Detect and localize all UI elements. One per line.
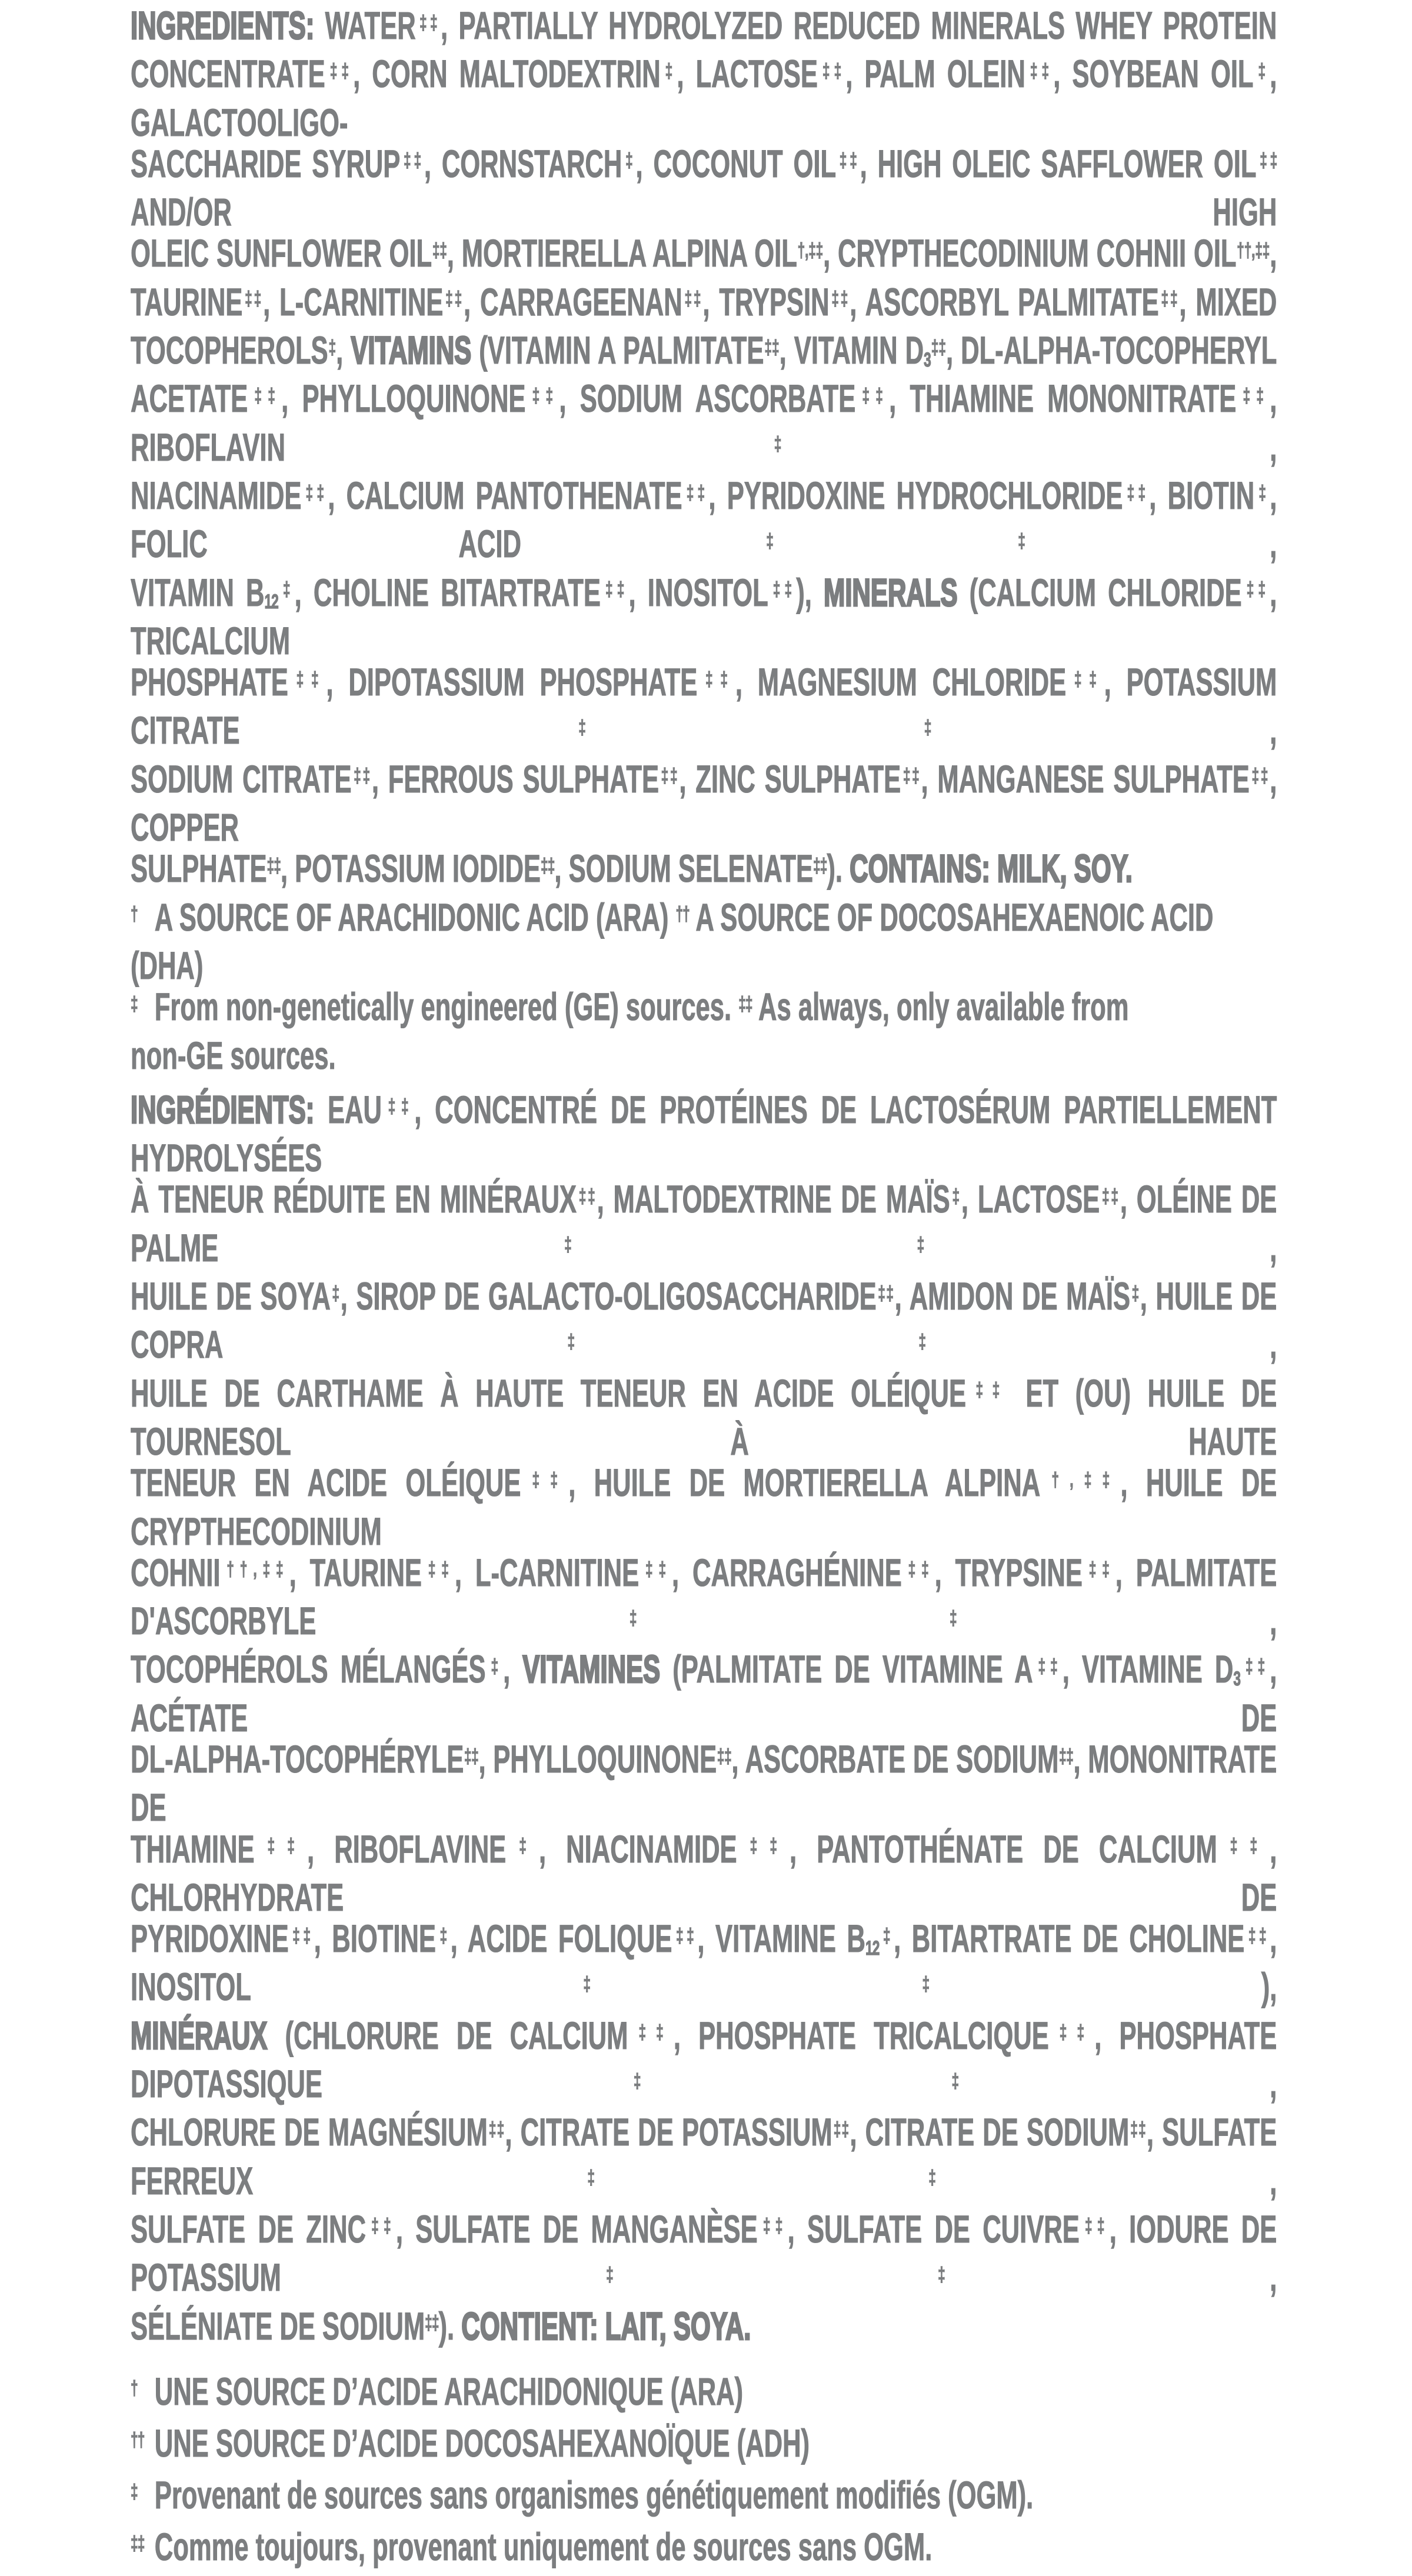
footnote-marker: ‡‡ [876,1282,895,1305]
footnote-marker: ‡‡ [421,1558,455,1581]
footnote-marker: ‡‡ [682,288,703,311]
footnote-marker: ‡‡ [1240,1655,1270,1678]
footnote-marker: ‡‡ [400,149,424,172]
footnote-marker: ‡‡ [425,2312,439,2335]
footnote-marker: ‡‡ [672,1924,698,1947]
text-line: PYRIDOXINE‡‡, BIOTINE‡, ACIDE FOLIQUE‡‡, VITAMINE B12‡, BITARTRATE DE CHOLINE‡‡, INOSITOL‡‡), [131,1917,1277,2009]
footnote-marker: ‡‡ [768,578,797,601]
footnote-marker: ‡‡ [415,11,441,34]
text-line: † A SOURCE OF ARACHIDONIC ACID (ARA) †† A SOURCE OF DOCOSAHEXAENOIC ACID (DHA) [131,897,1277,987]
text-line: VITAMIN B12‡, CHOLINE BITARTRATE‡‡, INOSITOL‡‡), MINERALS (CALCIUM CHLORIDE‡‡, TRICALCIUM [131,570,1277,662]
text-line: ‡ Provenant de sources sans organismes génétiquement modifiés (OGM). [131,2472,1277,2524]
footnote-marker: ‡ [285,433,1270,456]
footnote-marker: ‡‡ [1256,149,1277,172]
footnotes-en [131,897,1277,1076]
text-line: ‡ From non-genetically engineered (GE) sources. ‡‡ As always, only available from [131,986,1277,1034]
footnote-marker: ‡‡ [432,239,447,262]
ingredients-en [131,5,1277,897]
footnote-marker: ‡ [950,1185,961,1208]
footnote-marker: ‡‡ [254,1835,307,1858]
section-heading: INGRÉDIENTS: [131,1087,315,1131]
footnote-marker: ‡‡ [836,149,860,172]
footnote-marker: ‡ [622,149,636,172]
footnote-marker: ‡‡ [813,854,827,877]
section-heading: VITAMINES [522,1647,661,1691]
text-line: THIAMINE‡‡, RIBOFLAVINE‡, NIACINAMIDE‡‡, PANTOTHÉNATE DE CALCIUM‡‡, CHLORHYDRATE DE [131,1827,1277,1919]
footnote-marker: ‡ [660,59,677,82]
footnote-marker: ‡‡ [1058,1745,1074,1768]
footnote-marker: ‡‡ [817,59,846,82]
footnote-marker: † [131,903,138,926]
footnote-marker: ‡‡ [901,1558,935,1581]
footnote-marker: ‡‡ [248,384,282,407]
section-heading: VITAMINS [351,328,472,372]
chemical-subscript: 12 [865,1937,880,1960]
text-line: INGREDIENTS: WATER‡‡, PARTIALLY HYDROLYZED REDUCED MINERALS WHEY PROTEIN [131,4,1277,47]
text-line: †† UNE SOURCE D’ACIDE DOCOSAHEXANOÏQUE (ADH) [131,2421,1277,2472]
section-heading: MINERALS [824,570,958,614]
text-line: CONCENTRATE‡‡, CORN MALTODEXTRIN‡, LACTOSE‡‡, PALM OLEIN‡‡, SOYBEAN OIL‡, GALACTOOLIGO- [131,52,1277,144]
footnote-marker: ‡‡ [1100,1185,1120,1208]
text-line: non-GE sources. [131,1033,336,1077]
footnote-marker: ‡‡ [717,1745,732,1768]
footnote-marker: ‡‡ [1025,59,1054,82]
footnote-marker: ‡‡ [1079,2215,1110,2238]
chemical-subscript: 12 [264,591,278,614]
footnote-marker: ‡‡ [288,668,327,691]
footnote-marker: ‡‡ [365,2215,396,2238]
footnote-marker: † [131,2377,138,2400]
footnote-marker: ‡ [1254,481,1270,504]
footnote-marker: ‡‡ [223,1330,1270,1353]
text-line: SODIUM CITRATE‡‡, FERROUS SULPHATE‡‡, ZINC SULPHATE‡‡, MANGANESE SULPHATE‡‡, COPPER [131,757,1277,849]
footnote-marker: ‡‡ [1033,1655,1063,1678]
section-heading: CONTAINS: MILK, SOY. [850,847,1133,891]
footnote-marker: ‡‡ [267,854,281,877]
text-line: MINÉRAUX (CHLORURE DE CALCIUM‡‡, PHOSPHATE TRICALCIQUE‡‡, PHOSPHATE DIPOTASSIQUE‡‡, [131,2013,1277,2106]
footnote-marker: ‡‡ [253,2167,1270,2190]
footnote-marker: ‡‡ [218,1234,1270,1257]
footnote-marker: ‡‡ [325,59,354,82]
footnote-marker: ‡‡ [901,765,921,788]
footnote-marker: ‡‡ [322,2070,1270,2092]
footnote-marker: ‡ [131,2481,138,2504]
text-line: NIACINAMIDE‡‡, CALCIUM PANTOTHENATE‡‡, PYRIDOXINE HYDROCHLORIDE‡‡, BIOTIN‡, FOLIC ACID‡‡, [131,473,1277,566]
footnote-marker: ‡‡ [443,288,464,311]
text-line: HUILE DE SOYA‡, SIROP DE GALACTO-OLIGOSACCHARIDE‡‡, AMIDON DE MAÏS‡, HUILE DE COPRA‡‡, [131,1274,1277,1367]
footnote-marker: ‡ [131,992,138,1015]
footnote-marker: ‡ [1253,59,1270,82]
text-line: ACETATE‡‡, PHYLLOQUINONE‡‡, SODIUM ASCORBATE‡‡, THIAMINE MONONITRATE‡‡, RIBOFLAVIN‡, [131,376,1277,469]
footnote-marker: ‡‡ [464,1745,479,1768]
section-heading: MINÉRAUX [131,2013,268,2057]
footnote-marker: ‡‡ [628,2021,674,2044]
text-line: À TENEUR RÉDUITE EN MINÉRAUX‡‡, MALTODEXTRINE DE MAÏS‡, LACTOSE‡‡, OLÉINE DE PALME‡‡, [131,1177,1277,1269]
footnote-marker: ‡ [278,578,295,601]
footnote-marker: ‡ [330,1282,341,1305]
section-heading: INGREDIENTS: [131,4,315,47]
footnote-marker: ‡‡ [131,2532,145,2555]
footnote-marker: ‡‡ [576,1185,597,1208]
footnote-marker: ‡ [1130,1282,1140,1305]
text-line: † UNE SOURCE D’ACIDE ARACHIDONIQUE (ARA) [131,2369,1277,2421]
footnote-marker: ‡‡ [1048,2021,1095,2044]
footnote-marker: ‡‡ [1249,765,1270,788]
text-line: SÉLÉNIATE DE SODIUM‡‡). CONTIENT: LAIT, SOYA. [131,2304,751,2348]
text-line: TAURINE‡‡, L-CARNITINE‡‡, CARRAGEENAN‡‡, TRYPSIN‡‡, ASCORBYL PALMITATE‡‡, MIXED [131,279,1277,324]
footnote-marker: ‡‡ [930,336,946,359]
text-line: INGRÉDIENTS: EAU‡‡, CONCENTRÉ DE PROTÉINES DE LACTOSÉRUM PARTIELLEMENT HYDROLYSÉES [131,1087,1277,1180]
chemical-subscript: 3 [1233,1668,1241,1691]
text-line: OLEIC SUNFLOWER OIL‡‡, MORTIERELLA ALPINA OIL†,‡‡, CRYPTHECODINIUM COHNII OIL††,‡‡, [131,231,1277,275]
text-line: TENEUR EN ACIDE OLÉIQUE‡‡, HUILE DE MORTIERELLA ALPINA†,‡‡, HUILE DE CRYPTHECODINIUM [131,1461,1277,1553]
text-line: COHNII††,‡‡, TAURINE‡‡, L-CARNITINE‡‡, CARRAGHÉNINE‡‡, TRYPSINE‡‡, PALMITATE D'ASCORBYLE‡‡, [131,1550,1277,1643]
footnote-marker: ‡‡ [1236,384,1270,407]
footnote-marker: ††,‡‡ [220,1558,289,1581]
footnote-marker: ‡‡ [829,288,850,311]
footnote-marker: ‡‡ [832,2118,850,2141]
footnote-marker: ‡‡ [281,2263,1270,2286]
footnote-marker: ‡‡ [659,765,680,788]
footnote-marker: ‡ [879,1924,894,1947]
footnote-marker: ‡‡ [351,765,372,788]
footnote-marker: ‡‡ [1244,1924,1270,1947]
footnote-marker: ‡ [485,1655,504,1678]
footnote-marker: ‡‡ [697,668,735,691]
footnote-marker: †,‡‡ [1040,1468,1121,1491]
footnote-marker: ‡‡ [1129,2118,1147,2141]
footnote-marker: ‡‡ [682,481,709,504]
text-line: SULPHATE‡‡, POTASSIUM IODIDE‡‡, SODIUM SELENATE‡‡). CONTAINS: MILK, SOY. [131,847,1133,891]
footnote-marker: ‡‡ [757,2215,788,2238]
footnotes-fr [131,2369,1277,2576]
footnote-marker: ‡‡ [1158,288,1180,311]
footnote-marker: ‡‡ [855,384,890,407]
ingredients-label [131,5,1277,2576]
text-line: HUILE DE CARTHAME À HAUTE TENEUR EN ACIDE OLÉIQUE‡‡ ET (OU) HUILE DE TOURNESOL À HAUTE [131,1371,1277,1463]
footnote-marker: ‡‡ [521,1468,569,1491]
footnote-marker: †† [675,903,690,926]
footnote-marker: ‡‡ [487,2118,505,2141]
text-line: SACCHARIDE SYRUP‡‡, CORNSTARCH‡, COCONUT OIL‡‡, HIGH OLEIC SAFFLOWER OIL‡‡ AND/OR HIGH [131,141,1277,234]
text-line: CHLORURE DE MAGNÉSIUM‡‡, CITRATE DE POTASSIUM‡‡, CITRATE DE SODIUM‡‡, SULFATE FERREUX‡‡, [131,2110,1277,2202]
footnote-marker: ‡‡ [242,288,264,311]
footnote-marker: ‡‡ [288,1924,314,1947]
footnote-marker: ‡‡ [251,1973,1261,1995]
chemical-subscript: 3 [924,348,931,371]
footnote-marker: ‡‡ [1241,578,1270,601]
footnote-marker: ‡‡ [1217,1835,1270,1858]
footnote-marker: ‡‡ [966,1379,1009,1402]
footnote-marker: ‡‡ [525,384,560,407]
footnote-marker: ‡‡ [1123,481,1150,504]
section-heading: CONTIENT: LAIT, SOYA. [461,2304,751,2348]
footnote-marker: ‡‡ [764,336,780,359]
text-line: SULFATE DE ZINC‡‡, SULFATE DE MANGANÈSE‡‡, SULFATE DE CUIVRE‡‡, IODURE DE POTASSIUM‡‡, [131,2207,1277,2300]
footnote-marker: ‡‡ [316,1607,1270,1629]
footnote-marker: ‡‡ [738,992,752,1015]
footnote-marker: ‡‡ [600,578,629,601]
footnote-marker: ††,‡‡ [1236,239,1270,262]
footnote-marker: ‡‡ [1066,668,1104,691]
footnote-marker: ‡‡ [1082,1558,1115,1581]
footnote-marker: ‡ [506,1835,539,1858]
footnote-marker: ‡‡ [381,1095,415,1118]
footnote-marker: ‡‡ [521,529,1270,552]
footnote-marker: ‡‡ [301,481,328,504]
text-line: ‡‡ Comme toujours, provenant uniquement de sources sans OGM. [131,2524,1277,2576]
text-line: DL-ALPHA-TOCOPHÉRYLE‡‡, PHYLLOQUINONE‡‡, ASCORBATE DE SODIUM‡‡, MONONITRATE DE [131,1737,1277,1829]
footnote-marker: ‡‡ [737,1835,790,1858]
footnote-marker: †† [131,2429,145,2452]
footnote-marker: ‡ [328,336,337,359]
footnote-marker: ‡‡ [239,716,1270,739]
footnote-marker: ‡ [435,1924,451,1947]
text-line: TOCOPHÉROLS MÉLANGÉS‡, VITAMINES (PALMITATE DE VITAMINE A‡‡, VITAMINE D3‡‡, ACÉTATE DE [131,1647,1277,1739]
text-line: TOCOPHEROLS‡, VITAMINS (VITAMIN A PALMITATE‡‡, VITAMIN D3‡‡, DL-ALPHA-TOCOPHERYL [131,328,1277,372]
footnote-marker: †,‡‡ [797,239,824,262]
text-line: PHOSPHATE‡‡, DIPOTASSIUM PHOSPHATE‡‡, MAGNESIUM CHLORIDE‡‡, POTASSIUM CITRATE‡‡, [131,660,1277,752]
footnote-marker: ‡‡ [639,1558,672,1581]
ingredients-fr [131,1089,1277,2354]
footnote-marker: ‡‡ [541,854,555,877]
